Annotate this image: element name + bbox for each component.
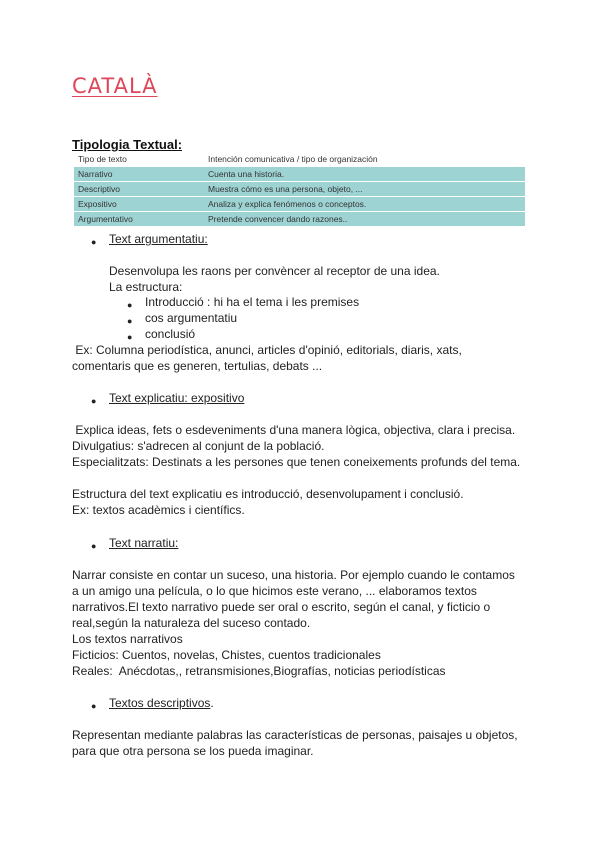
bullet-icon: ● xyxy=(127,316,133,326)
narr-line: real,según la naturaleza del suceso contado. xyxy=(72,616,311,630)
table-cell: Narrativo xyxy=(74,167,204,182)
bullet-icon: ● xyxy=(91,701,97,711)
table-cell: Expositivo xyxy=(74,197,204,212)
expl-line: Divulgatius: s'adrecen al conjunt de la població. xyxy=(72,439,325,453)
narr-line: Ficticios: Cuentos, novelas, Chistes, cuentos tradicionales xyxy=(72,648,381,662)
narr-bullet-label: Text narratiu: xyxy=(109,536,179,550)
narr-line: narrativos.El texto narrativo puede ser oral o escrito, según el canal, y ficticio o xyxy=(72,600,491,614)
arg-example-line: comentaris que es generen, tertulias, debats ... xyxy=(72,359,323,373)
arg-structure-label: La estructura: xyxy=(109,280,183,294)
desc-bullet-label: Textos descriptivos xyxy=(109,696,211,710)
desc-line: para que otra persona se los pueda imaginar. xyxy=(72,744,314,758)
bullet-icon: ● xyxy=(91,396,97,406)
narr-line: a un amigo una película, o lo que hicimos este verano, ... elaboramos textos xyxy=(72,584,477,598)
document-title: CATALÀ xyxy=(72,74,158,98)
table-cell: Pretende convencer dando razones.. xyxy=(204,212,525,227)
table-row xyxy=(74,182,525,197)
expl-line: Especialitzats: Destinats a les persones que tenen coneixements profunds del tema. xyxy=(72,455,521,469)
table-cell: Descriptivo xyxy=(74,182,204,197)
arg-structure-item: cos argumentatiu xyxy=(145,311,238,325)
desc-bullet xyxy=(109,695,214,711)
table-header-cell: Tipo de texto xyxy=(74,152,204,167)
table-cell: Analiza y explica fenómenos o conceptos. xyxy=(204,197,525,212)
desc-line: Representan mediante palabras las características de personas, paisajes u objetos, xyxy=(72,728,518,742)
table-cell: Muestra cómo es una persona, objeto, ... xyxy=(204,182,525,197)
expl-line: Explica ideas, fets o esdeveniments d'una manera lògica, objectiva, clara i precisa. xyxy=(72,423,516,437)
narr-line: Los textos narrativos xyxy=(72,632,183,646)
table-header-row xyxy=(74,152,525,167)
table-header-cell: Intención comunicativa / tipo de organización xyxy=(204,152,525,167)
table-cell: Argumentativo xyxy=(74,212,204,227)
bullet-icon: ● xyxy=(127,300,133,310)
expl-line: Estructura del text explicatiu es introducció, desenvolupament i conclusió. xyxy=(72,487,464,501)
arg-structure-item: Introducció : hi ha el tema i les premises xyxy=(145,295,360,309)
desc-bullet-suffix: . xyxy=(210,696,214,710)
text-types-table xyxy=(74,152,525,226)
section-heading: Tipologia Textual: xyxy=(72,137,183,152)
arg-example-line: Ex: Columna periodística, anunci, articles d'opinió, editorials, diaris, xats, xyxy=(72,343,462,357)
arg-description: Desenvolupa les raons per convèncer al receptor de una idea. xyxy=(109,264,440,278)
bullet-icon: ● xyxy=(91,541,97,551)
expl-bullet-label: Text explicatiu: expositivo xyxy=(109,391,245,405)
narr-line: Reales: Anécdotas,, retransmisiones,Biografías, noticias periodísticas xyxy=(72,664,446,678)
table-row xyxy=(74,212,525,227)
bullet-icon: ● xyxy=(127,332,133,342)
table-row xyxy=(74,197,525,212)
table-cell: Cuenta una historia. xyxy=(204,167,525,182)
bullet-icon: ● xyxy=(91,237,97,247)
table-row xyxy=(74,167,525,182)
arg-bullet-label: Text argumentatiu: xyxy=(109,232,208,246)
expl-line: Ex: textos acadèmics i científics. xyxy=(72,503,245,517)
narr-line: Narrar consiste en contar un suceso, una historia. Por ejemplo cuando le contamos xyxy=(72,568,515,582)
arg-structure-item: conclusió xyxy=(145,327,196,341)
